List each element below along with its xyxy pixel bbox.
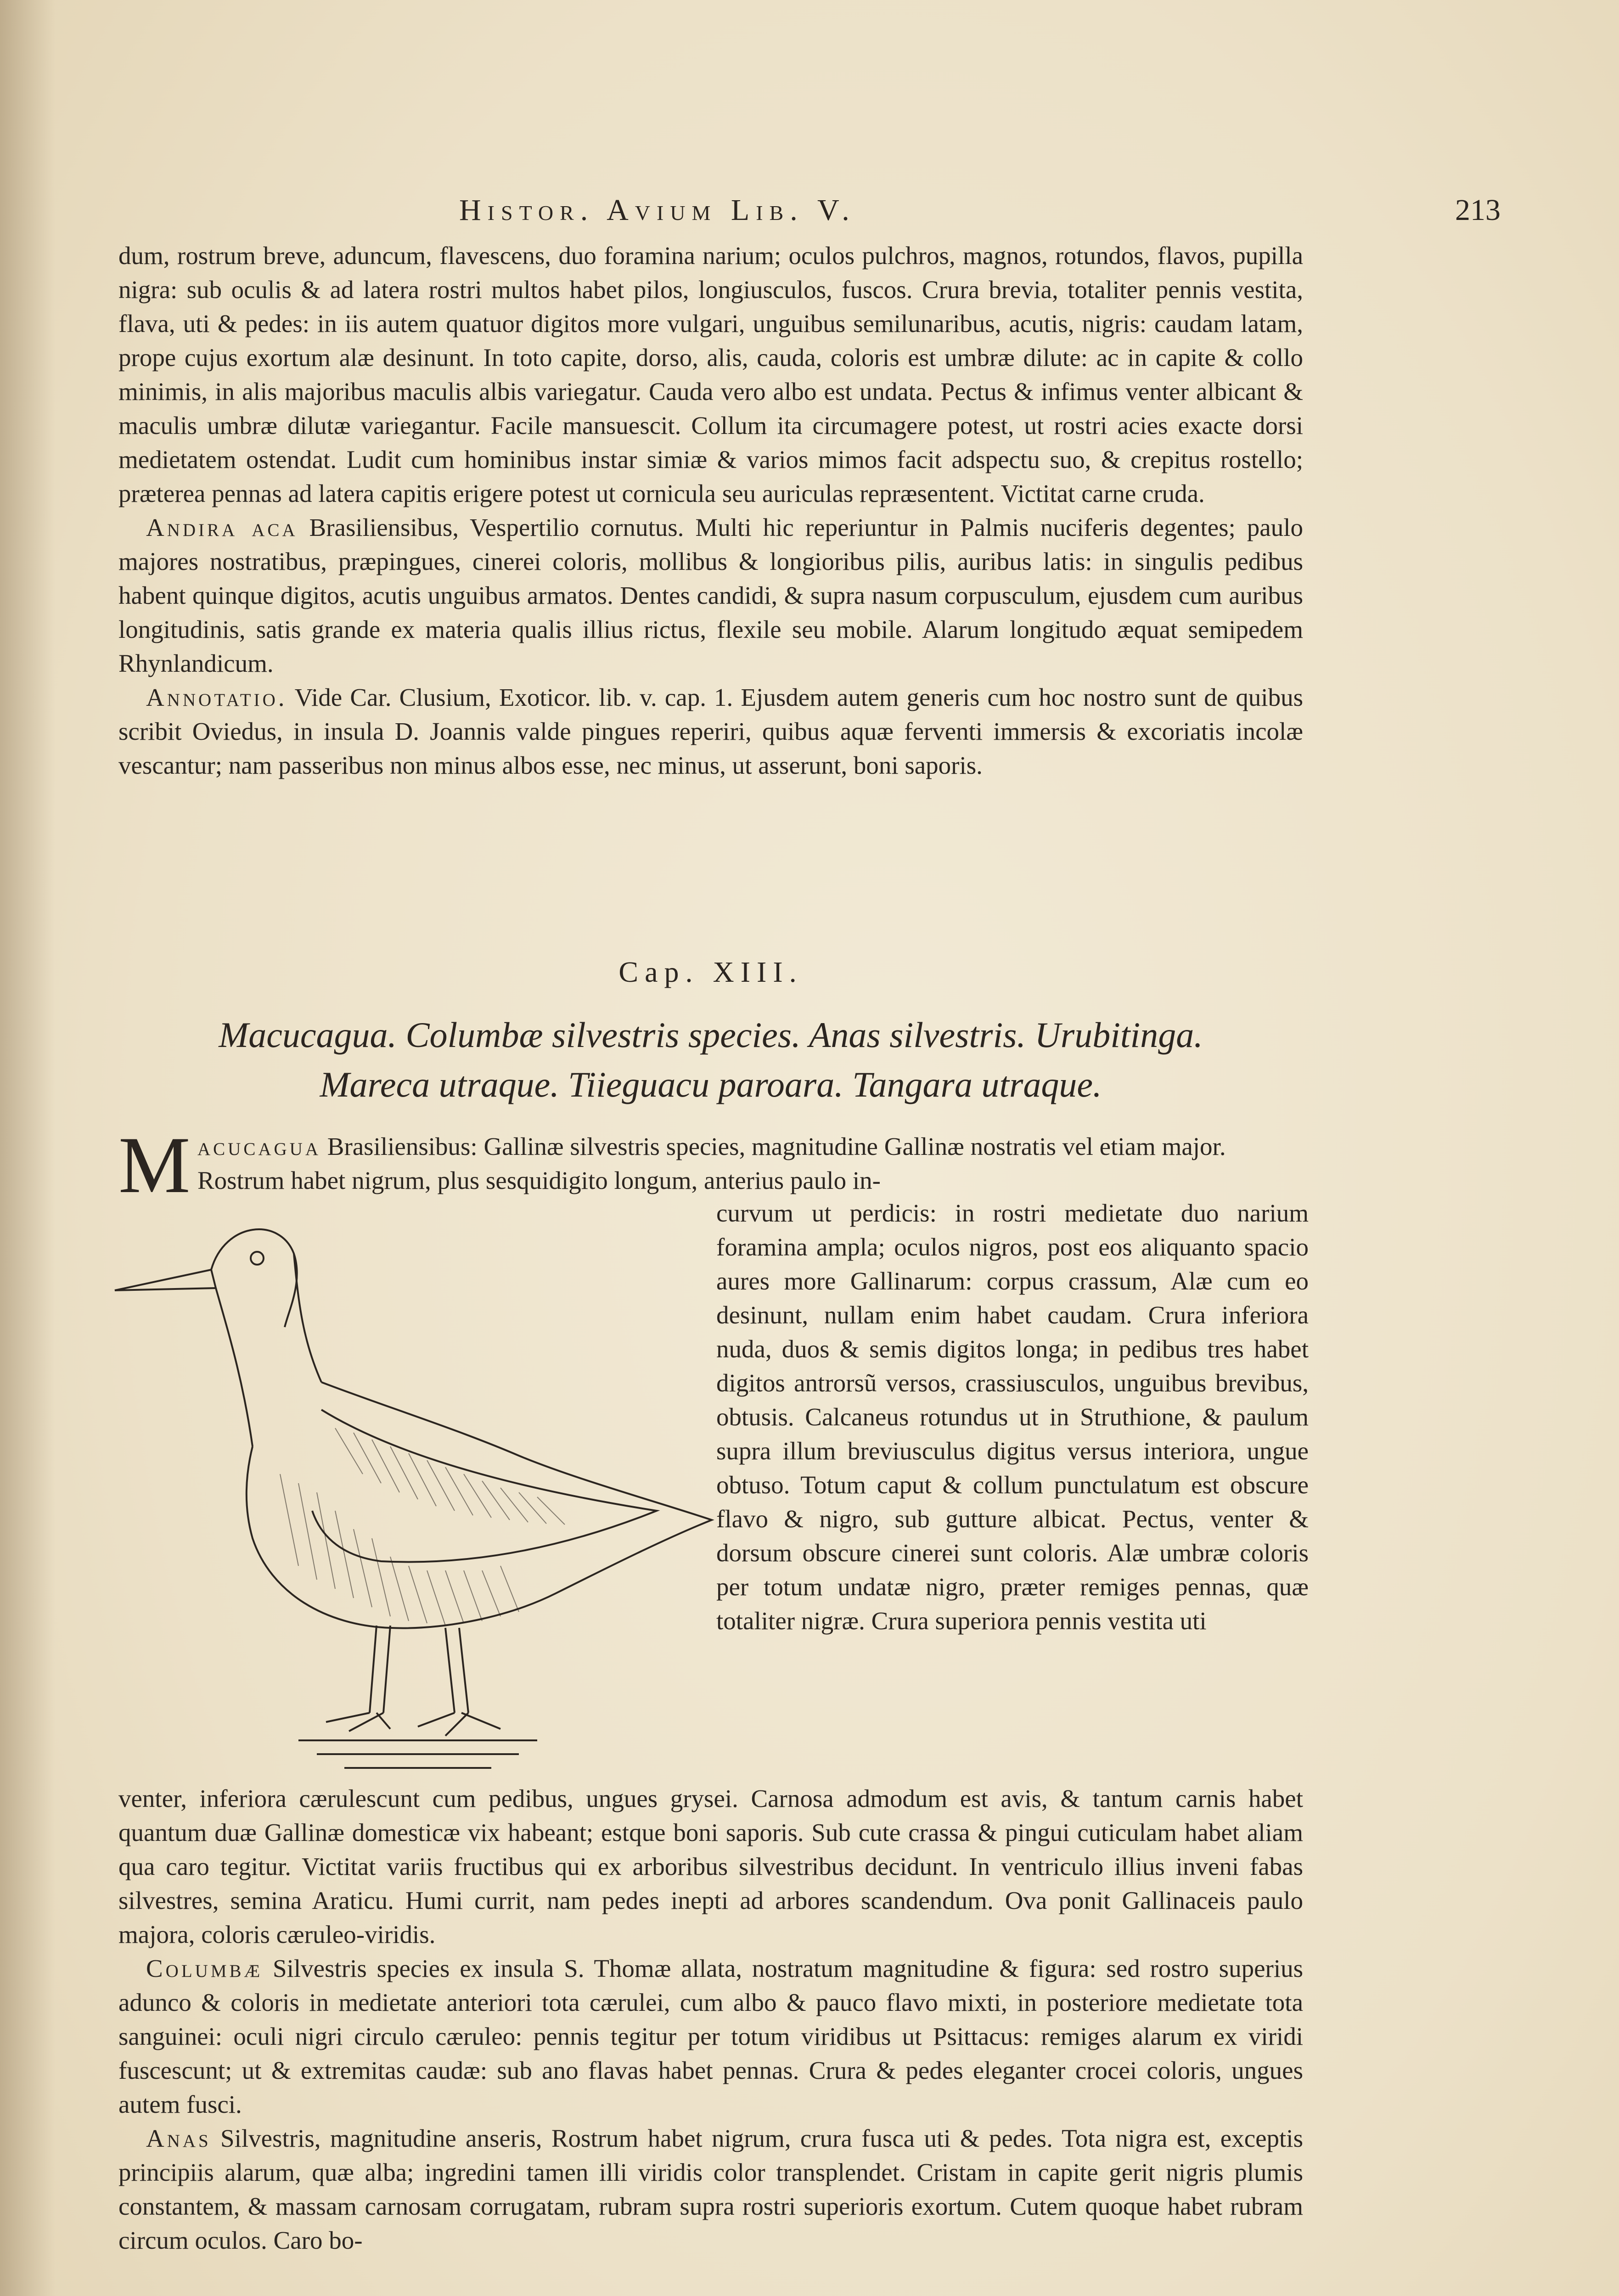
macucagua-opening <box>197 1130 1304 1198</box>
paragraph-2-lead: Andira aca <box>146 513 298 541</box>
paragraph-2-text: Brasiliensibus, Vespertilio cornutus. Multi hic reperiuntur in Palmis nuciferis degentes; paulo majores nostratibus, præpingues, cinerei coloris, mollibus & longioribus pilis, auribus latis: in singulis pedibus habent quinque digitos, acutis unguibus armatos. Dentes candidi, & supra nasum corpusculum, ejusdem cum auribus longitudinis, satis grande ex materia qualis illius rictus, flexile seu mobile. Alarum longitudo æquat semipedem Rhynlandicum. <box>118 513 1303 677</box>
bird-leg-left <box>370 1626 390 1713</box>
macucagua-lead: acucagua <box>197 1132 321 1160</box>
paragraph-2 <box>118 511 1303 681</box>
macucagua-opening-text: Brasiliensibus: Gallinæ silvestris species, magnitudine Gallinæ nostratis vel etiam major. Rostrum habet nigrum, plus sesquidigito longum, anterius paulo in- <box>197 1132 1226 1194</box>
bird-beak <box>115 1270 216 1290</box>
bird-leg-right <box>445 1628 468 1713</box>
bird-neck-front <box>216 1288 253 1446</box>
bird-foot-left <box>326 1713 390 1731</box>
bird-head <box>211 1229 297 1327</box>
paragraph-3-lead: Annotatio. <box>146 683 287 711</box>
bird-woodcut-illustration <box>106 1189 721 1782</box>
anas-paragraph <box>118 2122 1303 2257</box>
anas-text: Silvestris, magnitudine anseris, Rostrum habet nigrum, crura fusca uti & pedes. Tota nigra est, exceptis principiis alarum, quæ alba; ingredini tamen illi viridis color transplendet. Cristam in capite gerit nigris plumis constantem, & massam carnosam corrugatam, rubram supra rostri superioris exortum. Cutem quoque habet rubram circum oculos. Caro bo- <box>118 2124 1303 2254</box>
page-number: 213 <box>1455 193 1501 227</box>
bird-foot-right <box>418 1713 500 1736</box>
columba-paragraph <box>118 1952 1303 2122</box>
gutter-shadow <box>0 0 55 2296</box>
top-section <box>118 239 1303 782</box>
chapter-subtitle-line-1: Macucagua. Columbæ silvestris species. Anas silvestris. Urubitinga. <box>219 1015 1203 1055</box>
paragraph-3-text: Vide Car. Clusium, Exoticor. lib. v. cap. 1. Ejusdem autem generis cum hoc nostro sunt de quibus scribit Oviedus, in insula D. Joannis valde pingues reperiri, quibus aquæ ferventi immersis & excoriatis incolæ vescantur; nam passeribus non minus albos esse, nec minus, ut asserunt, boni saporis. <box>118 683 1303 779</box>
paragraph-1: dum, rostrum breve, aduncum, flavescens, duo foramina narium; oculos pulchros, magnos, rotundos, flavos, pupilla nigra: sub oculis & ad latera rostri multos habet pilos, longiusculos, fuscos. Crura brevia, totaliter pennis vestita, flava, uti & pedes: in iis autem quatuor digitos more vulgari, unguibus semilunaribus, acutis, nigris: caudam latam, prope cujus exortum alæ desinunt. In toto capite, dorso, alis, cauda, coloris est umbræ dilute: ac in capite & collo minimis, in alis majoribus maculis albis variegatur. Cauda vero albo est undata. Pectus & infimus venter albicant & maculis umbræ dilutæ variegantur. Facile mansuescit. Collum ita circumagere potest, ut rostri acies exacte dorsi medietatem ostendat. Ludit cum hominibus instar simiæ & varios mimos facit adspectu suo, & crepitus rostello; præterea pennas ad latera capitis erigere potest ut cornicula seu auriculas repræsentent. Victitat carne cruda. <box>118 242 1303 507</box>
ground-line <box>298 1740 537 1768</box>
columba-text: Silvestris species ex insula S. Thomæ allata, nostratum magnitudine & figura: sed rostro superius adunco & coloris in medietate anteriori tota cærulei, cum albo & pauco flavo mixti, in posteriore medietate tota sanguinei: oculi nigri circulo cæruleo: pennis tegitur per totum viridibus ut Psittacus: remiges alarum ex viridi fuscescunt; ut & extremitas caudæ: sub ano flavas habet pennas. Crura & pedes eleganter crocei coloris, ungues autem fusci. <box>118 1954 1303 2118</box>
anas-lead: Anas <box>146 2124 211 2152</box>
bird-eye <box>251 1252 264 1265</box>
paragraph-3 <box>118 681 1303 782</box>
chapter-subtitle <box>118 1010 1303 1109</box>
lower-section <box>118 1782 1303 2257</box>
bird-body-outline <box>247 1382 712 1628</box>
macucagua-continuation: venter, inferiora cærulescunt cum pedibus, ungues grysei. Carnosa admodum est avis, & tantum carnis habet quantum duæ Gallinæ domesticæ vix habeant; estque boni saporis. Sub cute crassa & pingui cuticulam habet aliam qua caro tegitur. Victitat variis fructibus qui ex arboribus silvestribus decidunt. In ventriculo illius inveni fabas silvestres, semina Araticu. Humi currit, nam pedes inepti ad arbores scandendum. Ova ponit Gallinaceis paulo majora, coloris cæruleo-viridis. <box>118 1784 1303 1948</box>
drop-cap: M <box>118 1120 191 1210</box>
macucagua-description-column: curvum ut perdicis: in rostri medietate duo narium foramina ampla; oculos nigros, post eos aliquanto spacio aures more Gallinarum: corpus crassum, Alæ cum eo desinunt, nullam enim habet caudam. Crura inferiora nuda, duos & semis digitos longa; in pedibus tres habet digitos antrorsũ versos, crassiusculos, unguibus brevibus, obtusis. Calcaneus rotundus ut in Struthione, & paulum supra illum breviusculus digitus versus interiora, ungue obtuso. Totum caput & collum punctulatum est obscure flavo & nigro, sub gutture albicat. Pectus, venter & dorsum obscure cinerei sunt coloris. Alæ umbræ coloris per totum undatæ nigro, præter remiges pennas, quæ totaliter nigræ. Crura superiora pennis vestita uti <box>716 1199 1309 1635</box>
columba-lead: Columbæ <box>146 1954 263 1982</box>
chapter-subtitle-line-2: Mareca utraque. Tiieguacu paroara. Tangara utraque. <box>320 1064 1102 1104</box>
running-title: Histor. Avium Lib. V. <box>459 193 856 227</box>
chapter-heading: Cap. XIII. <box>618 956 803 988</box>
bird-neck-back <box>294 1254 321 1382</box>
